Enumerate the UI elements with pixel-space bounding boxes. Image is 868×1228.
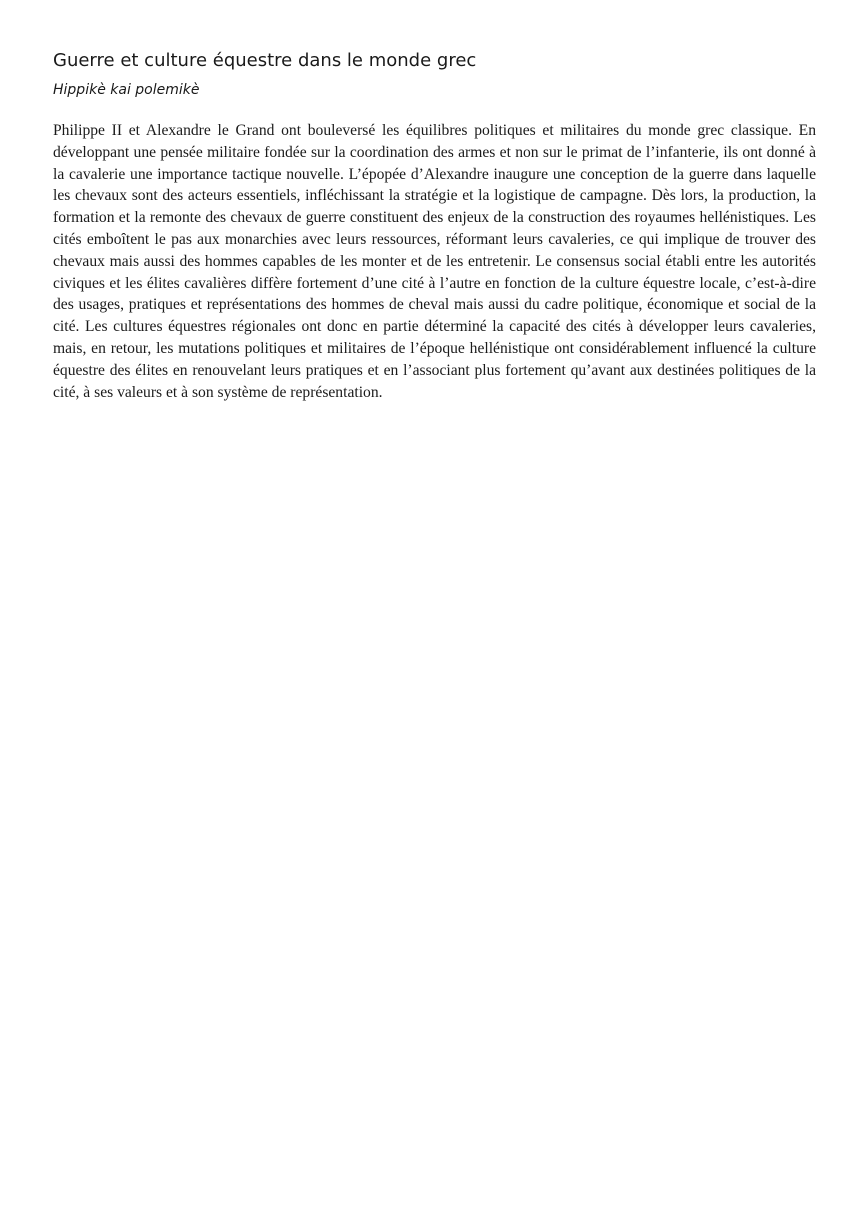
- document-subtitle: Hippikè kai polemikè: [53, 82, 200, 98]
- document-title: Guerre et culture équestre dans le monde grec: [53, 50, 477, 71]
- body-paragraph: Philippe II et Alexandre le Grand ont bouleversé les équilibres politiques et militaires du monde grec classique. En développant une pensée militaire fondée sur la coordination des armes et non sur le primat de l’infanterie, ils ont donné à la cavalerie une importance tactique nouvelle. L’épopée d’Alexandre inaugure une conception de la guerre dans laquelle les chevaux sont des acteurs essentiels, infléchissant la stratégie et la logistique de campagne. Dès lors, la production, la formation et la remonte des chevaux de guerre constituent des enjeux de la construction des royaumes hellénistiques. Les cités emboîtent le pas aux monarchies avec leurs ressources, réformant leurs cavaleries, ce qui implique de trouver des chevaux mais aussi des hommes capables de les monter et de les entretenir. Le consensus social établi entre les autorités civiques et les élites cavalières diffère fortement d’une cité à l’autre en fonction de la culture équestre locale, c’est-à-dire des usages, pratiques et représentations des hommes de cheval mais aussi du cadre politique, économique et social de la cité. Les cultures équestres régionales ont donc en partie déterminé la capacité des cités à développer leurs cavaleries, mais, en retour, les mutations politiques et militaires de l’époque hellénistique ont considérablement influencé la culture équestre des élites en renouvelant leurs pratiques et en l’associant plus fortement qu’avant aux destinées politiques de la cité, à ses valeurs et à son système de représentation.: [53, 122, 816, 401]
